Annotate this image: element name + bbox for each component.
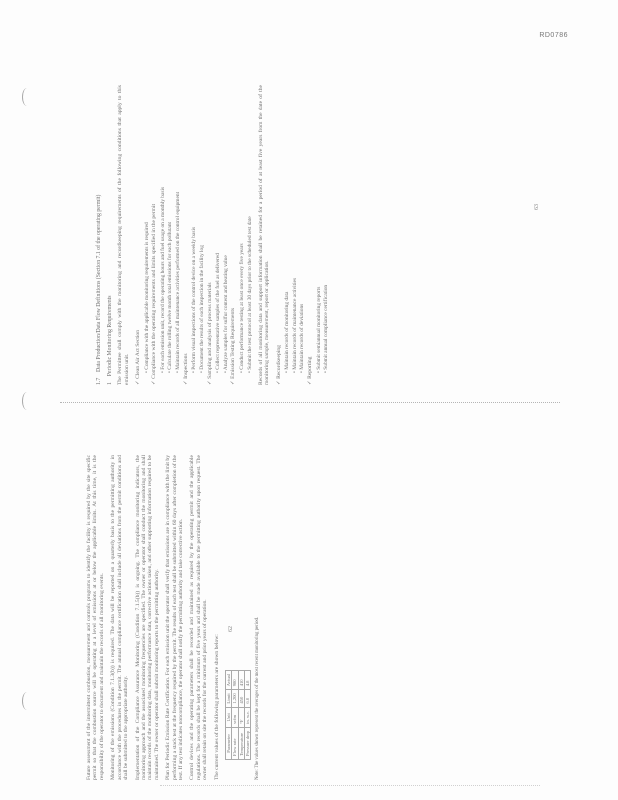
right-page-number: 63: [534, 204, 540, 210]
checklist-subtext: Collect representative samples of the fuel as delivered: [215, 253, 222, 370]
table-header-row: [226, 671, 232, 760]
checklist-subtext: Maintain records of all maintenance activities performed on the control equipment: [175, 191, 182, 370]
checklist-subtext: Perform visual inspections of the control device on a weekly basis: [191, 226, 198, 370]
table-header: Parameter: [226, 727, 232, 759]
punch-hole-middle: [22, 392, 32, 410]
reporting-text: Recordkeeping: [275, 345, 282, 379]
checklist-item: ✓ Emission Testing Requirements: [230, 307, 237, 385]
checklist-subitem: • Collect representative samples of the fuel as delivered: [215, 253, 222, 373]
reporting-subitem: • Maintain records of monitoring data: [284, 291, 291, 373]
right-page-content: [96, 85, 331, 385]
table-row: [232, 671, 238, 760]
reporting-item: ✓ Reporting: [307, 356, 314, 385]
checklist-text: Clean Air Act Section: [135, 329, 142, 379]
left-paragraph-4: Plan for Periodic Emission Rate Certification. For each emission unit the operator shall verify that emissions are in compliance with the limit by performing a stack test at the frequency required by the permit. The results of each test shall be submitted within 60 days after completion of the test. If any test indicates noncompliance, the operator shall notify the permitting authority and take corrective action.: [165, 455, 185, 780]
table-cell: scfm: [232, 707, 238, 727]
punch-hole-top: [22, 88, 32, 106]
checklist-item: ✓ Clean Air Act Section: [135, 329, 142, 385]
table-row: [245, 671, 251, 760]
checklist-subitem: • Document the results of each inspection in the facility log: [198, 245, 205, 373]
checklist-subitem: • Conduct performance testing at least once every five years: [238, 243, 245, 373]
section-number: 1.7: [96, 377, 102, 385]
checklist-text: Inspections: [182, 353, 189, 379]
checklist-subitem: • For each emission unit, record the operating hours and fuel usage on a monthly basis: [159, 186, 166, 373]
right-paragraph: Records of all monitoring data and support information shall be retained for a period of at least five years from the date of the monitoring sample, measurement, report or application.: [257, 85, 271, 385]
subsection-heading: [107, 85, 114, 385]
checklist-subitem: • Calculate the rolling twelve month total emissions for each pollutant: [167, 221, 174, 373]
table-header: Unit: [226, 707, 232, 727]
left-footnote: Note: The values shown represent the averages of the most recent monitoring period.: [255, 616, 261, 780]
checklist-text: Emission Testing Requirements: [230, 307, 237, 379]
reporting-subtext: Maintain records of maintenance activities: [291, 277, 298, 370]
left-paragraph-5: Control devices and the operating parameters shall be recorded and maintained as required by the operating permit and the applicable regulations. The records shall be kept for a minimum of five years and shall be made available to the permitting authority upon request. The owner shall retain on site the records for the current and prior years of operation.: [189, 455, 209, 780]
left-paragraph-6: The current values of the following parameters are shown below:: [213, 634, 220, 780]
checklist-subtext: Conduct performance testing at least once every five years: [238, 243, 245, 370]
checklist-subtext: Analyze samples for sulfur content and heating value: [222, 255, 229, 371]
reporting-subtext: Maintain records of deviations: [299, 303, 306, 370]
table-cell: 450: [238, 690, 244, 707]
left-page-content: [86, 455, 266, 780]
section-title: Data Production/Data Flow Definitions (Section 7.1 of the operating permit): [96, 194, 102, 372]
left-paragraph-3: Implementation of the Compliance Assurance Monitoring (Condition 7.1.5(b)) is ongoing. The compliance monitoring indicators, the monitoring approach and the associated monitoring frequencies are specified. The owner or operator shall conduct the monitoring and shall maintain records of the monitoring data, monitoring performance data, corrective actions taken, and other supporting information required to be maintained. The owner or operator shall submit monitoring reports to the permitting authority.: [134, 455, 160, 780]
table-cell: Pressure drop: [245, 727, 251, 759]
checklist-text: Compliance with the operating requirements and limits specified in the permit: [151, 203, 158, 379]
reporting-item: ✓ Recordkeeping: [275, 345, 282, 385]
reporting-subitem: • Submit annual compliance certification: [323, 284, 330, 373]
checklist-subtext: Submit the test protocol at least 30 days prior to the scheduled test date: [246, 216, 253, 370]
punch-hole-bottom: [22, 692, 32, 710]
table-cell: 980: [232, 671, 238, 690]
table-cell: Flow rate: [232, 727, 238, 759]
parameter-table: [225, 670, 251, 760]
checklist-text: Sampling and analysis of process materials: [206, 282, 213, 379]
reporting-subitem: • Maintain records of maintenance activities: [291, 277, 298, 373]
checklist-item: ✓ Inspections: [182, 353, 189, 385]
reporting-subtext: Submit semiannual monitoring reports: [315, 286, 322, 370]
section-heading: [96, 85, 103, 385]
table-header: Actual: [226, 671, 232, 690]
reporting-subitem: • Maintain records of deviations: [299, 303, 306, 373]
reporting-text: Reporting: [307, 356, 314, 379]
table-cell: 4.8: [245, 671, 251, 690]
checklist-subtext: Calculate the rolling twelve month total emissions for each pollutant: [167, 221, 174, 370]
subsection-number: 1: [106, 382, 113, 385]
checklist-subitem: • Compliance with the applicable monitoring requirements is required: [143, 222, 150, 373]
reporting-subitem: • Submit semiannual monitoring reports: [315, 286, 322, 373]
left-paragraph-1: Future assessment of the intermittent combustion, measurement and controls programs to identify the facility is required by the site specific permit so that the combustion source will be operating at a level of emissions at or below the applicable limits. At this time, it is the responsibility of the operator to document and maintain the records of all monitoring events.: [86, 455, 105, 780]
right-intro: The Permittee shall comply with the monitoring and recordkeeping requirements of the following conditions that apply to this emission unit.: [117, 85, 130, 385]
table-cell: 1,200: [232, 690, 238, 707]
checklist-subitem: • Submit the test protocol at least 30 days prior to the scheduled test date: [246, 216, 253, 373]
table-header: Limit: [226, 690, 232, 707]
left-page-number: 62: [228, 626, 234, 632]
checklist-subitem: • Perform visual inspections of the control device on a weekly basis: [191, 226, 198, 373]
table-cell: 410: [238, 671, 244, 690]
page-fold-line: [60, 402, 560, 403]
checklist-subtext: Compliance with the applicable monitoring requirements is required: [143, 222, 150, 370]
reporting-subtext: Submit annual compliance certification: [323, 284, 330, 370]
table-cell: 6.0: [245, 690, 251, 707]
left-paragraph-2: Monitoring of the emissions (Condition 7.1.3(b)) is required. The data will be reported on a quarterly basis to the permitting authority in accordance with the procedures in the permit. The annual compliance certification shall include all deviations from the permit conditions and shall be submitted to the appropriate authority.: [110, 455, 130, 780]
checklist-subtext: For each emission unit, record the operating hours and fuel usage on a monthly basis: [159, 186, 166, 370]
page-bottom-edge: [160, 785, 540, 786]
subsection-title: Periodic Monitoring Requirements: [106, 295, 113, 377]
table-cell: in. w.c.: [245, 707, 251, 727]
document-id: RD0786: [539, 32, 568, 39]
table-cell: Temperature: [238, 727, 244, 759]
table-cell: °F: [238, 707, 244, 727]
checklist-subtext: Document the results of each inspection in the facility log: [198, 245, 205, 370]
checklist-subitem: • Maintain records of all maintenance activities performed on the control equipment: [175, 191, 182, 373]
checklist-item: ✓ Compliance with the operating requirements and limits specified in the permit: [151, 203, 158, 385]
reporting-subtext: Maintain records of monitoring data: [284, 291, 291, 370]
checklist-item: ✓ Sampling and analysis of process materials: [206, 282, 213, 385]
checklist-subitem: • Analyze samples for sulfur content and heating value: [222, 255, 229, 373]
